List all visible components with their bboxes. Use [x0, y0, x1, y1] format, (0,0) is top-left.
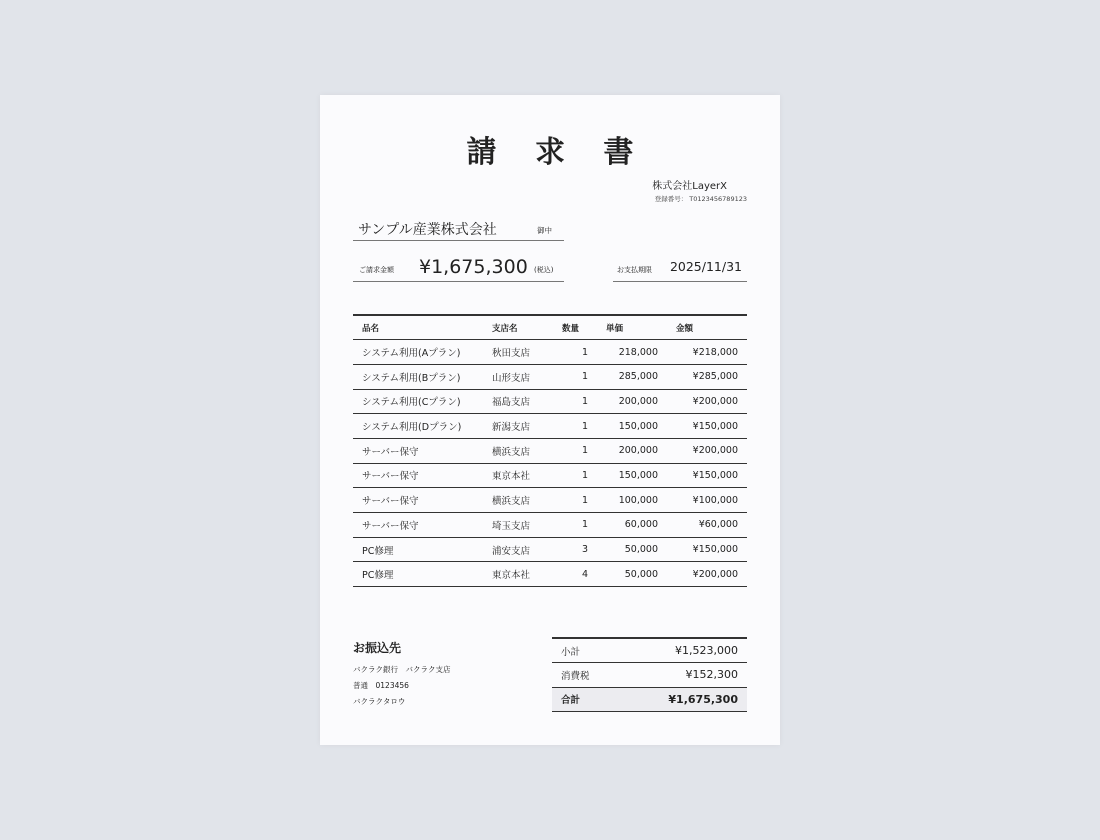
- table-row: [353, 389, 747, 414]
- unit-price: 50,000: [597, 537, 667, 562]
- item-name: サーバー保守: [353, 488, 483, 513]
- table-row: [353, 562, 747, 587]
- line-amount: ¥200,000: [667, 438, 747, 463]
- unit-price: 200,000: [597, 389, 667, 414]
- subtotal-value: ¥1,523,000: [620, 638, 747, 663]
- tax-row: [552, 663, 747, 688]
- table-header: [353, 315, 747, 340]
- table-row: [353, 537, 747, 562]
- quantity: 1: [553, 340, 597, 365]
- item-name: サーバー保守: [353, 438, 483, 463]
- quantity: 1: [553, 463, 597, 488]
- tax-note: (税込): [534, 266, 554, 274]
- unit-price: 285,000: [597, 364, 667, 389]
- col-branch: 支店名: [483, 315, 553, 340]
- client-block: [353, 213, 564, 241]
- invoice-title: 請 求 書: [466, 135, 648, 170]
- unit-price: 200,000: [597, 438, 667, 463]
- bank-branch: バクラク銀行 バクラク支店: [353, 665, 451, 674]
- line-amount: ¥285,000: [667, 364, 747, 389]
- line-amount: ¥150,000: [667, 414, 747, 439]
- branch: 横浜支店: [483, 438, 553, 463]
- item-name: サーバー保守: [353, 513, 483, 538]
- branch: 新潟支店: [483, 414, 553, 439]
- totals-table: [552, 637, 747, 712]
- tax-label: 消費税: [552, 663, 620, 688]
- item-name: PC修理: [353, 537, 483, 562]
- due-value: 2025/11/31: [669, 259, 742, 274]
- line-amount: ¥60,000: [667, 513, 747, 538]
- unit-price: 50,000: [597, 562, 667, 587]
- issuer-name: 株式会社LayerX: [652, 181, 727, 192]
- table-row: [353, 438, 747, 463]
- table-row: [353, 463, 747, 488]
- col-item: 品名: [353, 315, 483, 340]
- due-label: お支払期限: [617, 266, 652, 274]
- due-date: [613, 253, 747, 282]
- tax-value: ¥152,300: [620, 663, 747, 688]
- branch: 東京本社: [483, 463, 553, 488]
- line-amount: ¥218,000: [667, 340, 747, 365]
- quantity: 1: [553, 438, 597, 463]
- unit-price: 218,000: [597, 340, 667, 365]
- bank-heading: お振込先: [353, 641, 402, 655]
- branch: 埼玉支店: [483, 513, 553, 538]
- unit-price: 100,000: [597, 488, 667, 513]
- line-amount: ¥100,000: [667, 488, 747, 513]
- branch: 浦安支店: [483, 537, 553, 562]
- subtotal-label: 小計: [552, 638, 620, 663]
- item-name: PC修理: [353, 562, 483, 587]
- table-row: [353, 364, 747, 389]
- branch: 福島支店: [483, 389, 553, 414]
- branch: 秋田支店: [483, 340, 553, 365]
- registration-number: 登録番号： T0123456789123: [654, 195, 747, 203]
- item-name: システム利用(Aプラン): [353, 340, 483, 365]
- quantity: 4: [553, 562, 597, 587]
- invoice-page: [320, 95, 780, 745]
- quantity: 1: [553, 414, 597, 439]
- line-amount: ¥200,000: [667, 562, 747, 587]
- item-name: システム利用(Cプラン): [353, 389, 483, 414]
- col-unit-price: 単価: [597, 315, 667, 340]
- branch: 東京本社: [483, 562, 553, 587]
- branch: 横浜支店: [483, 488, 553, 513]
- item-name: システム利用(Bプラン): [353, 364, 483, 389]
- total-label: 合計: [552, 687, 620, 712]
- unit-price: 150,000: [597, 414, 667, 439]
- bank-account: 普通 0123456: [353, 681, 409, 690]
- line-amount: ¥200,000: [667, 389, 747, 414]
- unit-price: 150,000: [597, 463, 667, 488]
- quantity: 1: [553, 513, 597, 538]
- line-amount: ¥150,000: [667, 463, 747, 488]
- item-name: システム利用(Dプラン): [353, 414, 483, 439]
- quantity: 1: [553, 389, 597, 414]
- col-amount: 金額: [667, 315, 747, 340]
- col-qty: 数量: [553, 315, 597, 340]
- branch: 山形支店: [483, 364, 553, 389]
- table-row: [353, 488, 747, 513]
- table-row: [353, 414, 747, 439]
- table-row: [353, 340, 747, 365]
- quantity: 1: [553, 364, 597, 389]
- bank-info: [353, 640, 451, 710]
- client-name: サンプル産業株式会社: [358, 222, 497, 238]
- amount-label: ご請求金額: [359, 266, 394, 274]
- subtotal-row: [552, 638, 747, 663]
- line-amount: ¥150,000: [667, 537, 747, 562]
- quantity: 3: [553, 537, 597, 562]
- client-honorific: 御中: [537, 226, 552, 235]
- items-table: [353, 314, 747, 587]
- unit-price: 60,000: [597, 513, 667, 538]
- billing-amount: [353, 253, 564, 282]
- item-name: サーバー保守: [353, 463, 483, 488]
- table-row: [353, 513, 747, 538]
- bank-holder: バクラクタロウ: [353, 697, 406, 706]
- total-row: [552, 687, 747, 712]
- quantity: 1: [553, 488, 597, 513]
- amount-value: ¥1,675,300: [419, 256, 528, 278]
- total-value: ¥1,675,300: [620, 687, 747, 712]
